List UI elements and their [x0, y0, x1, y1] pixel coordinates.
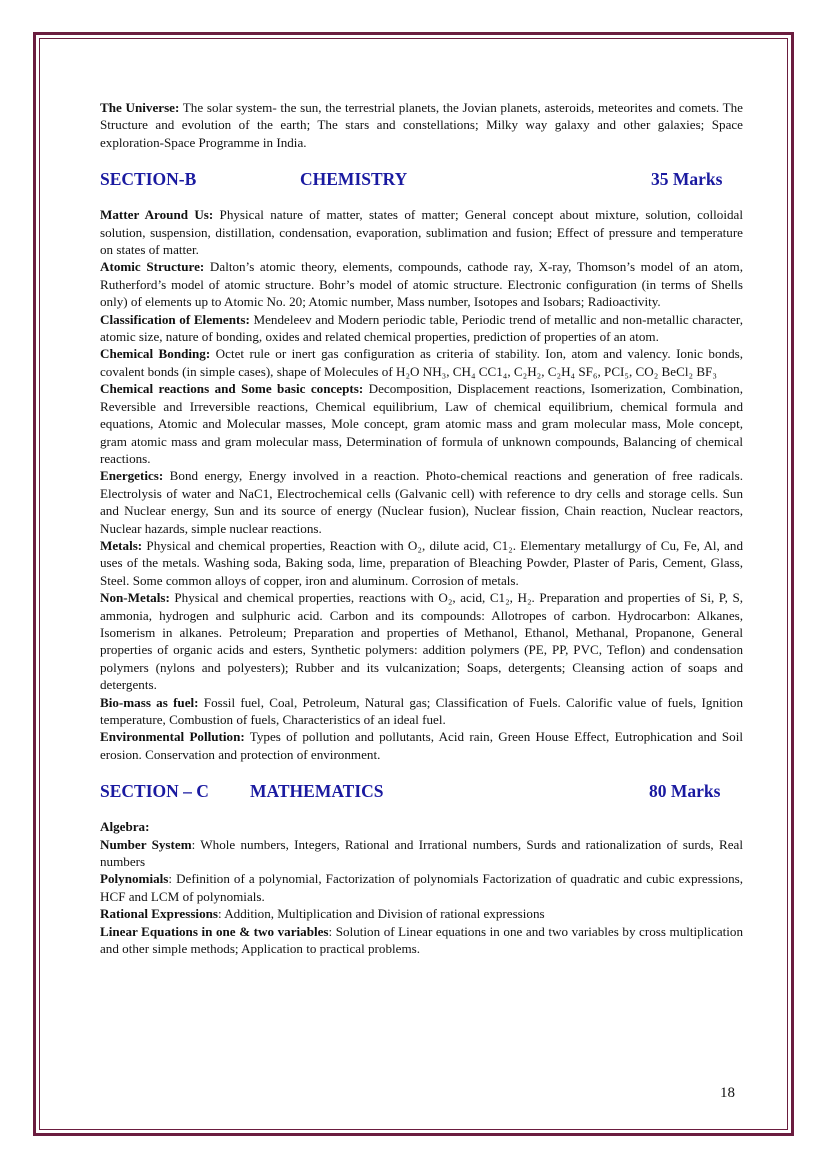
page-number: 18 — [720, 1085, 735, 1101]
topic-text: Physical nature of matter, states of matter; General concept about mixture, solution, colloidal solution, suspension, distillation, condensation, evaporation, sublimation and fusion; Effect of pressure and temperature on states of matter. — [100, 207, 743, 258]
topic-text: Dalton’s atomic theory, elements, compounds, cathode ray, X-ray, Thomson’s model of an atom, Rutherford’s model of atomic structure. Bohr’s model of atomic structure. Electronic configuration (in terms of Shells only) of elements up to Atomic No. 20; Atomic number, Mass number, Isotopes and Isobars; Radioactivity. — [100, 259, 743, 310]
topic-text: Mendeleev and Modern periodic table, Periodic trend of metallic and non-metallic character, atomic size, nature of bonding, oxides and related chemical properties, prediction of properties of an atom. — [100, 311, 744, 345]
topic-text: Octet rule or inert gas configuration as criteria of stability. Ion, atom and valency. Ionic bonds, covalent bonds (in simple cases), shape of Molecules of H₂O NH₃, CH₄ CC1₄, C₂H₂, C₂H₄ SF₆, PCI₅, CO₂ BeCl₂ BF₃ — [100, 346, 743, 379]
topic-paragraph — [100, 923, 743, 958]
section-c-marks: 80 Marks — [649, 781, 721, 802]
topic-paragraph — [100, 694, 743, 729]
topic-label: Metals: — [100, 537, 143, 553]
section-c-id: SECTION – C — [100, 781, 209, 802]
section-c-subject: MATHEMATICS — [250, 781, 384, 802]
topic-text: : Solution of Linear equations in one and two variables by cross multiplication and other simple methods; Application to practical problems. — [100, 923, 744, 957]
section-b-marks: 35 Marks — [651, 169, 723, 190]
topic-label: Chemical Bonding: — [100, 346, 211, 362]
topic-label: Non-Metals: — [100, 590, 170, 606]
topic-paragraph — [100, 870, 743, 905]
topic-paragraph — [100, 728, 743, 763]
topic-text: Types of pollution and pollutants, Acid rain, Green House Effect, Eutrophication and Soil erosion. Conservation and protection of environment. — [100, 729, 743, 762]
topic-text: The solar system- the sun, the terrestrial planets, the Jovian planets, asteroids, meteorites and comets. The Structure and evolution of the earth; The stars and constellations; Milky way galaxy and other galaxies; Space exploration-Space Programme in India. — [100, 100, 743, 150]
syllabus-content — [100, 99, 743, 957]
topic-label: The Universe: — [100, 100, 180, 115]
section-b-topics — [100, 206, 743, 763]
topic-text: : Addition, Multiplication and Division of rational expressions — [218, 906, 545, 922]
topic-text: Physical and chemical properties, Reaction with O₂, dilute acid, C1₂. Elementary metallurgy of Cu, Fe, Al, and uses of the metals. Washing soda, Baking soda, lime, preparation of Bleaching Powder, Plaster of Paris, Cement, Glass, Steel. Some common alloys of copper, iron and aluminum. Corrosion of metals. — [100, 537, 743, 588]
topic-label: Bio-mass as fuel: — [100, 694, 199, 710]
topic-label: Classification of Elements: — [100, 311, 250, 327]
section-b-id: SECTION-B — [100, 169, 197, 190]
topic-text: Physical and chemical properties, reactions with O₂, acid, C1₂, H₂. Preparation and properties of Si, P, S, ammonia, hydrogen and sulphuric acid. Carbon and its compounds: Allotropes of carbon. Hydrocarbon: Alkanes, Isomerism in alkanes. Petroleum; Preparation and properties of Methanol, Ethanol, Methanal, Propanone, General properties of organic acids and esters, Synthetic polymers: addition polymers (PE, PP, PVC, Teflon) and condensation polymers (nylons and polyesters); Rubber and its vulcanization; Soaps, detergents; Cleansing action of soaps and detergents. — [100, 590, 743, 693]
topic-paragraph — [100, 905, 743, 922]
subheading-text: Algebra: — [100, 819, 150, 835]
topic-paragraph — [100, 380, 743, 467]
section-c-topics — [100, 818, 743, 957]
topic-label: Polynomials — [100, 871, 169, 887]
topic-text: Fossil fuel, Coal, Petroleum, Natural gas; Classification of Fuels. Calorific value of fuels, Ignition temperature, Combustion of fuels, Characteristics of an ideal fuel. — [100, 694, 743, 727]
section-b-subject: CHEMISTRY — [300, 169, 408, 190]
section-b-heading — [100, 168, 743, 190]
topic-label: Number System — [100, 836, 192, 852]
universe-paragraph — [100, 99, 743, 151]
topic-text: : Whole numbers, Integers, Rational and Irrational numbers, Surds and rationalization of surds, Real numbers — [100, 836, 743, 870]
topic-paragraph — [100, 258, 743, 310]
topic-text: : Definition of a polynomial, Factorization of polynomials Factorization of quadratic and cubic expressions, HCF and LCM of polynomials. — [100, 871, 743, 904]
topic-paragraph — [100, 206, 743, 258]
topic-paragraph — [100, 311, 743, 346]
subheading-algebra — [100, 818, 743, 835]
topic-label: Matter Around Us: — [100, 207, 214, 223]
topic-paragraph — [100, 537, 743, 589]
topic-paragraph — [100, 589, 743, 693]
topic-label: Rational Expressions — [100, 906, 218, 922]
topic-label: Atomic Structure: — [100, 259, 205, 275]
topic-paragraph — [100, 345, 743, 380]
topic-paragraph — [100, 836, 743, 871]
section-c-heading — [100, 780, 743, 802]
topic-label: Linear Equations in one & two variables — [100, 923, 329, 939]
topic-text: Decomposition, Displacement reactions, Isomerization, Combination, Reversible and Irreversible reactions, Chemical equilibrium, Law of chemical equilibrium, chemical formula and equations, Atomic and Molecular masses, Mole concept, gram atomic mass and gram molecular mass, Mole concept, gram atomic mass and gram molecular mass, Determination of formula of unknown compounds, Balancing of chemical reactions. — [100, 381, 743, 466]
topic-label: Energetics: — [100, 468, 164, 484]
topic-text: Bond energy, Energy involved in a reaction. Photo-chemical reactions and generation of free radicals. Electrolysis of water and NaC1, Electrochemical cells (Galvanic cell) with reference to dry cells and storage cells. Sun and Nuclear energy, Sun and its source of energy (Nuclear fusion), Nuclear fission, Chain reaction, Nuclear reactors, Nuclear hazards, simple nuclear reactions. — [100, 468, 743, 536]
topic-paragraph — [100, 467, 743, 537]
topic-label: Environmental Pollution: — [100, 729, 245, 745]
topic-label: Chemical reactions and Some basic concepts: — [100, 381, 364, 397]
